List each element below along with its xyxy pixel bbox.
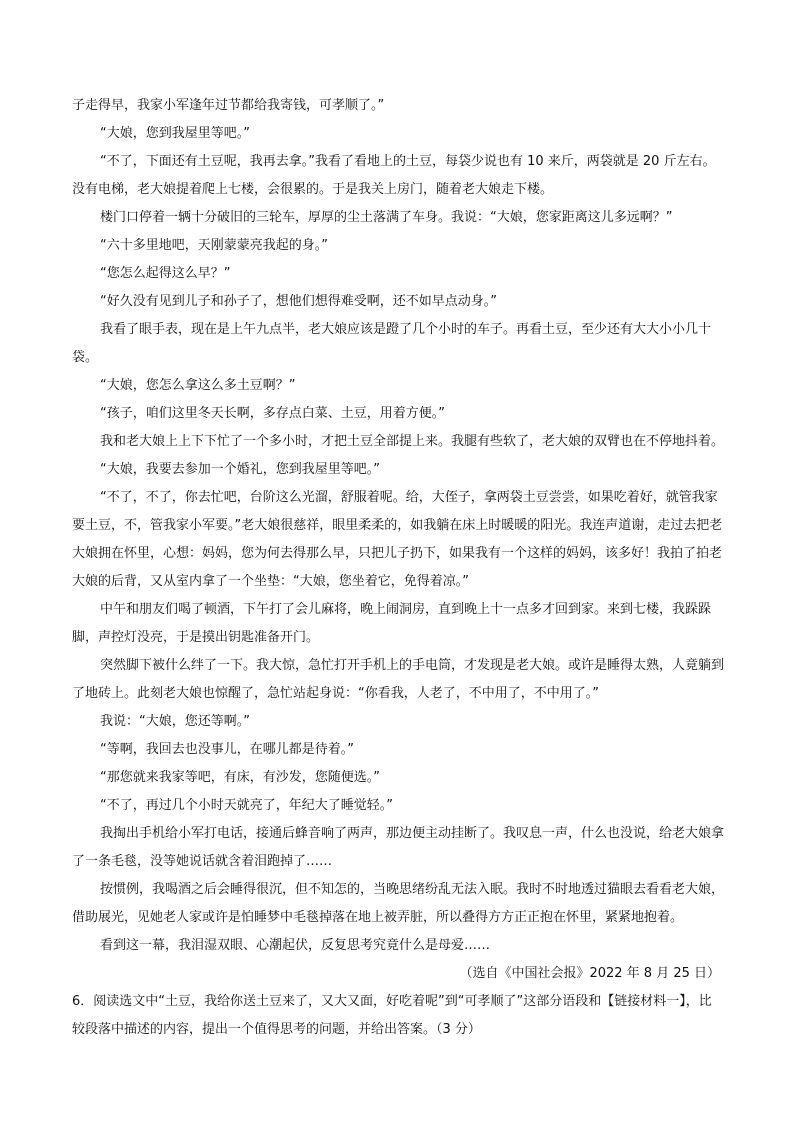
paragraph: 突然脚下被什么绊了一下。我大惊，急忙打开手机上的手电筒，才发现是老大娘。或许是睡得太熟，人竟躺到了地砖上。此刻老大娘也惊醒了，急忙站起身说：“你看我，人老了，不中用了，不中用了。” <box>72 658 725 701</box>
paragraph: 看到这一幕，我泪湿双眼、心潮起伏，反复思考究竟什么是母爱…… <box>100 938 491 953</box>
paragraph: 中午和朋友们喝了顿酒，下午打了会儿麻将，晚上闹洞房，直到晚上十一点多才回到家。来到七楼，我跺跺脚，声控灯没亮，于是摸出钥匙准备开门。 <box>72 602 712 645</box>
paragraph: 楼门口停着一辆十分破旧的三轮车，厚厚的尘土落满了车身。我说：“大娘，您家距离这儿多远啊？” <box>100 210 673 225</box>
paragraph: 我掏出手机给小军打电话，接通后蜂音响了两声，那边便主动挂断了。我叹息一声，什么也没说，给老大娘拿了一条毛毯，没等她说话就含着泪跑掉了…… <box>72 826 725 869</box>
paragraph: “大娘，您怎么拿这么多土豆啊？” <box>100 378 296 393</box>
paragraph: 我说：“大娘，您还等啊。” <box>100 714 250 729</box>
paragraph: “不了，不了，你去忙吧，台阶这么光溜，舒服着呢。给，大侄子，拿两袋土豆尝尝，如果吃着好，就管我家要土豆，不，管我家小军要。”老大娘很慈祥，眼里柔柔的，如我躺在床上时暖暖的阳光。我连声道谢，走过去把老大娘拥在怀里，心想：妈妈，您为何去得那么早，只把儿子扔下，如果我有一个这样的妈妈，该多好！我拍了拍老大娘的后背，又从室内拿了一个坐垫：“大娘，您坐着它，免得着凉。” <box>72 490 723 589</box>
paragraph: “那您就来我家等吧，有床，有沙发，您随便选。” <box>100 770 380 785</box>
paragraph: “大娘，我要去参加一个婚礼，您到我屋里等吧。” <box>100 462 380 477</box>
question-text: 6．阅读选文中“土豆，我给你送土豆来了，又大又面，好吃着呢”到“可孝顺了”这部分语段和【链接材料一】，比较段落中描述的内容，提出一个值得思考的问题，并给出答案。（3 分） <box>72 994 712 1037</box>
paragraph: “您怎么起得这么早？” <box>100 266 231 281</box>
paragraph: 我看了眼手表，现在是上午九点半，老大娘应该是蹬了几个小时的车子。再看土豆，至少还有大大小小几十袋。 <box>72 322 712 365</box>
paragraph: “六十多里地吧，天刚蒙蒙亮我起的身。” <box>100 238 328 253</box>
paragraph: “等啊，我回去也没事儿，在哪儿都是待着。” <box>100 742 354 757</box>
paragraph: 子走得早，我家小军逢年过节都给我寄钱，可孝顺了。” <box>72 98 385 113</box>
paragraph: 按惯例，我喝酒之后会睡得很沉，但不知怎的，当晚思绪纷乱无法入眠。我时不时地透过猫眼去看看老大娘，借助展光，见她老人家或许是怕睡梦中毛毯掉落在地上被弄脏，所以叠得方方正正抱在怀里，紧紧地抱着。 <box>72 882 725 925</box>
paragraph: 我和老大娘上上下下忙了一个多小时，才把土豆全部提上来。我腿有些软了，老大娘的双臂也在不停地抖着。 <box>100 434 725 449</box>
source-citation: （选自《中国社会报》2022 年 8 月 25 日） <box>459 966 720 981</box>
paragraph: “不了，再过几个小时天就亮了，年纪大了睡觉轻。” <box>100 798 393 813</box>
paragraph: “不了，下面还有土豆呢，我再去拿。”我看了看地上的土豆，每袋少说也有 10 来斤，两袋就是 20 斤左右。没有电梯，老大娘提着爬上七楼，会很累的。于是我关上房门，随着老大娘走下楼。 <box>72 154 716 197</box>
paragraph: “孩子，咱们这里冬天长啊，多存点白菜、土豆，用着方便。” <box>100 406 445 421</box>
paragraph: “好久没有见到儿子和孙子了，想他们想得难受啊，还不如早点动身。” <box>100 294 497 309</box>
paragraph: “大娘，您到我屋里等吧。” <box>100 126 250 141</box>
